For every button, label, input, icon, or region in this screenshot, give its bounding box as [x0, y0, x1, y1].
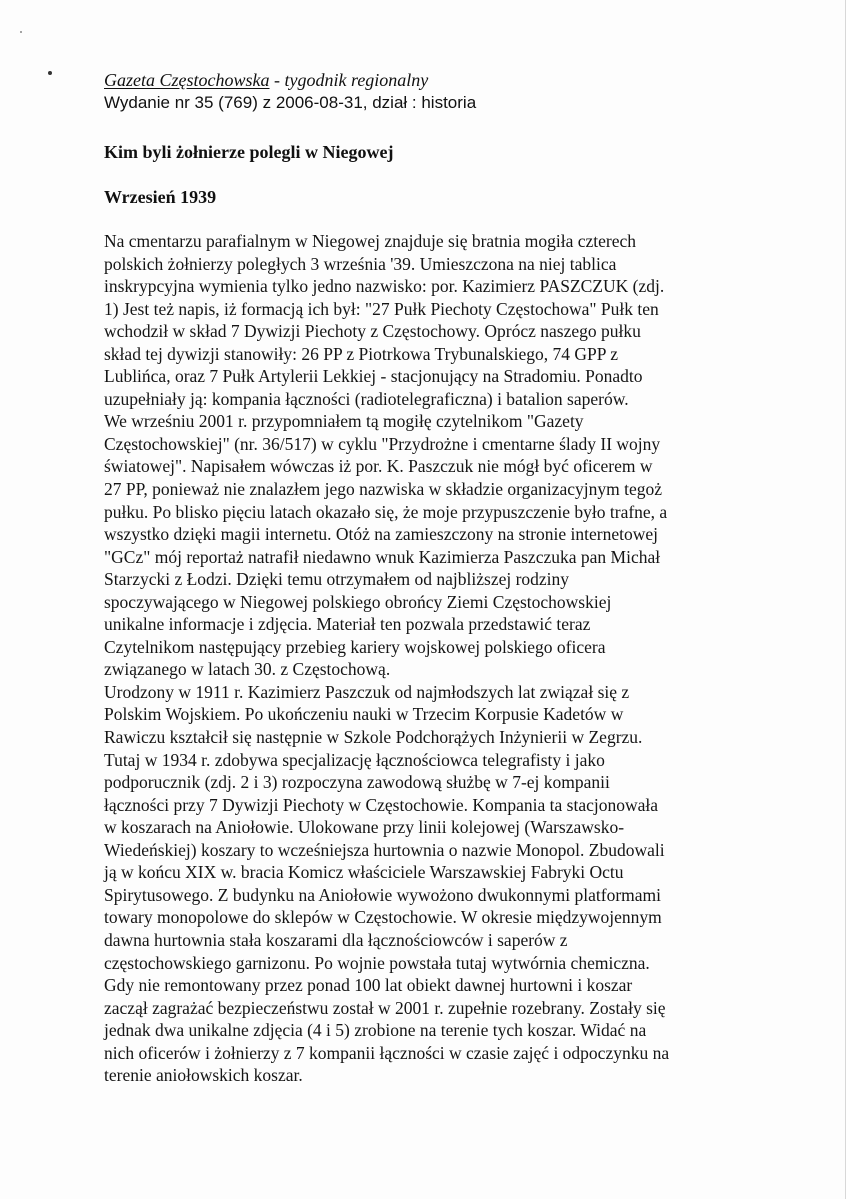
body-line: spoczywającego w Niegowej polskiego obrońcy Ziemi Częstochowskiej [104, 591, 612, 612]
body-line: 27 PP, ponieważ nie znalazłem jego nazwiska w składzie organizacyjnym tegoż [104, 479, 663, 500]
article-body [104, 230, 824, 1087]
body-line: Lublińca, oraz 7 Pułk Artylerii Lekkiej - stacjonujący na Stradomiu. Ponadto [104, 366, 643, 387]
masthead-title-line [104, 69, 804, 91]
body-line: wchodził w skład 7 Dywizji Piechoty z Częstochowy. Oprócz naszego pułku [104, 321, 641, 342]
body-line: "GCz" mój reportaż natrafił niedawno wnuk Kazimierza Paszczuka pan Michał [104, 546, 661, 567]
body-line: uzupełniały ją: kompania łączności (radiotelegraficzna) i batalion saperów. [104, 388, 629, 409]
masthead [104, 69, 804, 114]
masthead-separator: - [269, 70, 285, 90]
article-subheading: Wrzesień 1939 [104, 187, 217, 207]
body-line: związanego w latach 30. z Częstochową. [104, 659, 391, 680]
body-line: Częstochowskiej" (nr. 36/517) w cyklu "Przydrożne i cmentarne ślady II wojny [104, 433, 661, 454]
body-line: podporucznik (zdj. 2 i 3) rozpoczyna zawodową służbę w 7-ej kompanii [104, 772, 610, 793]
body-line: Czytelnikom następujący przebieg kariery wojskowej polskiego oficera [104, 636, 606, 657]
body-line: Urodzony w 1911 r. Kazimierz Paszczuk od najmłodszych lat związał się z [104, 681, 630, 702]
body-line: skład tej dywizji stanowiły: 26 PP z Piotrkowa Trybunalskiego, 74 GPP z [104, 343, 618, 364]
body-line: polskich żołnierzy poległych 3 września '39. Umieszczona na niej tablica [104, 253, 617, 274]
body-line: Gdy nie remontowany przez ponad 100 lat obiekt dawnej hurtowni i koszar [104, 975, 633, 996]
body-line: 1) Jest też napis, iż formacją ich był: "27 Pułk Piechoty Częstochowa" Pułk ten [104, 298, 659, 319]
scan-speck [20, 31, 22, 33]
body-line: światowej". Napisałem wówczas iż por. K. Paszczuk nie mógł być oficerem w [104, 456, 653, 477]
scan-speck [48, 71, 52, 75]
body-line: zaczął zagrażać bezpieczeństwu został w 2001 r. zupełnie rozebrany. Zostały się [104, 997, 666, 1018]
body-line: inskrypcyjna wymienia tylko jedno nazwisko: por. Kazimierz PASZCZUK (zdj. [104, 276, 665, 297]
body-line: We wrześniu 2001 r. przypomniałem tą mogiłę czytelnikom "Gazety [104, 411, 584, 432]
edition-info: Wydanie nr 35 (769) z 2006-08-31, dział : historia [104, 93, 477, 112]
body-line: Wiedeńskiej) koszary to wcześniejsza hurtownia o nazwie Monopol. Zbudowali [104, 839, 665, 860]
body-line: wszystko dzięki magii internetu. Otóż na zamieszczony na stronie internetowej [104, 524, 658, 545]
body-line: ją w końcu XIX w. bracia Komicz właściciele Warszawskiej Fabryki Octu [104, 862, 624, 883]
body-line: łączności przy 7 Dywizji Piechoty w Częstochowie. Kompania ta stacjonowała [104, 794, 659, 815]
body-line: Na cmentarzu parafialnym w Niegowej znajduje się bratnia mogiła czterech [104, 231, 637, 251]
body-line: Spirytusowego. Z budynku na Aniołowie wywożono dwukonnymi platformami [104, 884, 662, 905]
body-line: pułku. Po blisko pięciu latach okazało się, że moje przypuszczenie było trafne, a [104, 501, 668, 522]
publication-name: Gazeta Częstochowska [104, 70, 270, 90]
body-line: Polskim Wojskiem. Po ukończeniu nauki w Trzecim Korpusie Kadetów w [104, 704, 624, 725]
article-headline: Kim byli żołnierze polegli w Niegowej [104, 142, 394, 162]
body-line: terenie aniołowskich koszar. [104, 1065, 303, 1086]
body-line: jednak dwa unikalne zdjęcia (4 i 5) zrobione na terenie tych koszar. Widać na [104, 1020, 647, 1041]
body-line: częstochowskiego garnizonu. Po wojnie powstała tutaj wytwórnia chemiczna. [104, 952, 650, 973]
body-line: w koszarach na Aniołowie. Ulokowane przy linii kolejowej (Warszawsko- [104, 817, 625, 838]
body-line: dawna hurtownia stała koszarami dla łącznościowców i saperów z [104, 929, 568, 950]
body-line: nich oficerów i żołnierzy z 7 kompanii łączności w czasie zajęć i odpoczynku na [104, 1042, 670, 1063]
body-line: towary monopolowe do sklepów w Częstochowie. W okresie międzywojennym [104, 907, 662, 928]
body-line: Tutaj w 1934 r. zdobywa specjalizację łącznościowca telegrafisty i jako [104, 749, 605, 770]
body-line: Rawiczu kształcił się następnie w Szkole Podchorążych Inżynierii w Zegrzu. [104, 727, 643, 748]
body-line: Starzycki z Łodzi. Dzięki temu otrzymałem od najbliższej rodziny [104, 569, 570, 590]
publication-subtitle: tygodnik regionalny [284, 70, 429, 90]
body-line: unikalne informacje i zdjęcia. Materiał ten pozwala przedstawić teraz [104, 614, 591, 635]
